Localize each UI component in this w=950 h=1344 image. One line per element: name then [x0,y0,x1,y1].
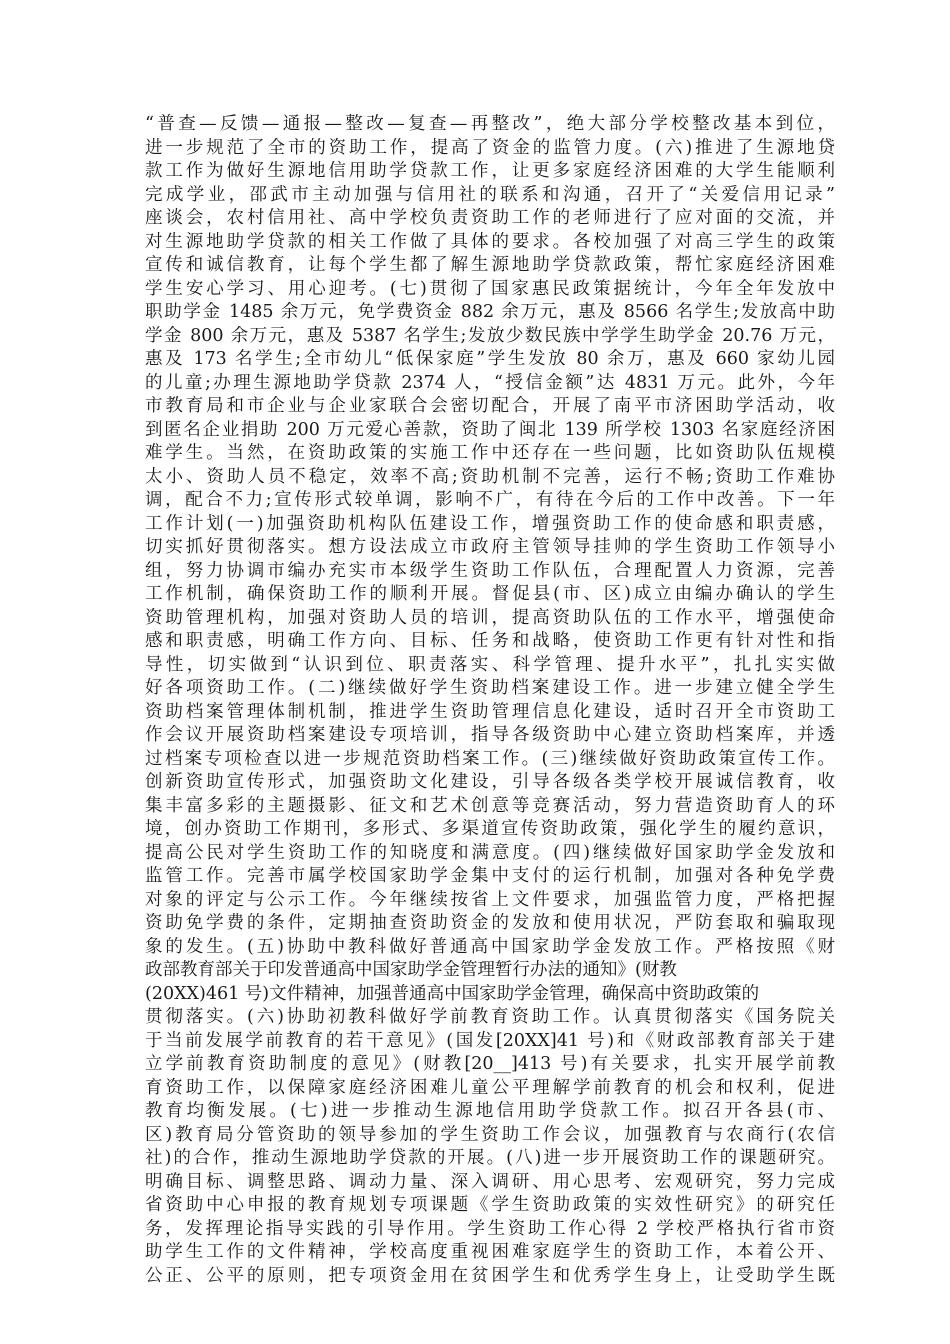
text-line: 教育均衡发展。(七)进一步推动生源地信用助学贷款工作。拟召开各县(市、 [145,1101,835,1121]
text-line: 宣传和诚信教育，让每个学生都了解生源地助学贷款政策，帮忙家庭经济困难 [145,255,835,275]
text-line: 款工作为做好生源地信用助学贷款工作，让更多家庭经济困难的大学生能顺利 [145,161,835,181]
text-line: 象的发生。(五)协助中教科做好普通高中国家助学金发放工作。严格按照《财 [145,936,835,957]
text-line: 助学生工作的文件精神，学校高度重视困难家庭学生的资助工作，本着公开、 [145,1242,835,1262]
text-line: 切实抓好贯彻落实。想方设法成立市政府主管领导挂帅的学生资助工作领导小 [145,537,835,557]
text-line: 区)教育局分管资助的领导参加的学生资助工作会议，加强教育与农商行(农信 [145,1124,835,1145]
text-line: 导性，切实做到“认识到位、职责落实、科学管理、提升水平”，扎扎实实做 [145,654,835,675]
text-line: 过档案专项检查以进一步规范资助档案工作。(三)继续做好资助政策宣传工作。 [145,748,835,769]
text-line: 省资助中心申报的教育规划专项课题《学生资助政策的实效性研究》的研究任 [145,1195,835,1215]
text-line: (20XX)461 号)文件精神，加强普通高中国家助学金管理，确保高中资助政策的 [145,983,760,1004]
text-line: 进一步规范了全市的资助工作，提高了资金的监管力度。(六)推进了生源地贷 [145,137,835,158]
text-line: 惠及 173 名学生;全市幼儿“低保家庭”学生发放 80 余万，惠及 660 家幼儿园 [145,349,835,369]
text-line: 太小、资助人员不稳定，效率不高;资助机制不完善，运行不畅;资助工作难协 [145,466,835,487]
text-line: 资助免学费的条件，定期抽查资助资金的发放和使用状况，严防套取和骗取现 [145,913,835,933]
text-line: 资助档案管理体制机制，推进学生资助管理信息化建设，适时召开全市资助工 [145,701,835,722]
text-line: 贯彻落实。(六)协助初教科做好学前教育资助工作。认真贯彻落实《国务院关 [145,1007,835,1027]
text-line: 完成学业，邵武市主动加强与信用社的联系和沟通，召开了“关爱信用记录” [145,184,835,205]
text-line: 政部教育部关于印发普通高中国家助学金管理暂行办法的通知》(财教 [145,960,677,980]
text-line: 到匿名企业捐助 200 万元爱心善款，资助了闽北 139 所学校 1303 名家庭经济困 [145,419,835,440]
text-line: 对生源地助学贷款的相关工作做了具体的要求。各校加强了对高三学生的政策 [145,231,835,252]
text-line: 资助管理机构，加强对资助人员的培训，提高资助队伍的工作水平，增强使命 [145,607,835,628]
text-line: 立学前教育资助制度的意见》(财教[20__]413 号)有关要求，扎实开展学前教 [145,1054,835,1074]
text-line: 难学生。当然，在资助政策的实施工作中还存在一些问题，比如资助队伍规模 [145,443,835,463]
text-line: 于当前发展学前教育的若干意见》(国发[20XX]41 号)和《财政部教育部关于建 [145,1030,835,1051]
text-line: 组，努力协调市编办充实市本级学生资助工作队伍，合理配置人力资源，完善 [145,560,835,581]
text-line: 感和职责感，明确工作方向、目标、任务和战略，使资助工作更有针对性和指 [145,631,835,651]
text-line: 座谈会，农村信用社、高中学校负责资助工作的老师进行了应对面的交流，并 [145,208,835,228]
text-line: 工作计划(一)加强资助机构队伍建设工作，增强资助工作的使命感和职责感， [145,513,835,534]
text-line: 职助学金 1485 余万元，免学费资金 882 余万元，惠及 8566 名学生;发放高中助 [145,302,835,322]
text-line: 创新资助宣传形式，加强资助文化建设，引导各级各类学校开展诚信教育，收 [145,772,835,792]
text-line: 学金 800 余万元，惠及 5387 名学生;发放少数民族中学学生助学金 20.76 万元， [145,325,835,346]
text-line: 务，发挥理论指导实践的引导作用。学生资助工作心得 2 学校严格执行省市资 [145,1218,835,1239]
text-line: 的儿童;办理生源地助学贷款 2374 人，“授信金额”达 4831 万元。此外，今年 [145,372,835,393]
text-line: 公正、公平的原则，把专项资金用在贫困学生和优秀学生身上，让受助学生既 [145,1265,835,1286]
body-text [145,113,835,1288]
text-line: 学生安心学习、用心迎考。(七)贯彻了国家惠民政策据统计，今年全年发放中 [145,278,835,299]
text-line: 对象的评定与公示工作。今年继续按省上文件要求，加强监管力度，严格把握 [145,889,835,910]
text-line: 作会议开展资助档案建设专项培训，指导各级资助中心建立资助档案库，并透 [145,725,835,745]
text-line: “普查—反馈—通报—整改—复查—再整改”，绝大部分学校整改基本到位， [145,114,835,134]
text-line: 明确目标、调整思路、调动力量、深入调研、用心思考、宏观研究，努力完成 [145,1171,835,1192]
text-line: 提高公民对学生资助工作的知晓度和满意度。(四)继续做好国家助学金发放和 [145,842,835,863]
text-line: 社)的合作，推动生源地助学贷款的开展。(八)进一步开展资助工作的课题研究。 [145,1148,835,1168]
text-line: 境，创办资助工作期刊，多形式、多渠道宣传资助政策，强化学生的履约意识， [145,819,835,839]
text-line: 调，配合不力;宣传形式较单调，影响不广，有待在今后的工作中改善。下一年 [145,490,835,510]
text-line: 市教育局和市企业与企业家联合会密切配合，开展了南平市济困助学活动，收 [145,396,835,416]
text-line: 好各项资助工作。(二)继续做好学生资助档案建设工作。进一步建立健全学生 [145,678,835,698]
text-line: 工作机制，确保资助工作的顺利开展。督促县(市、区)成立由编办确认的学生 [145,584,835,604]
text-line: 监管工作。完善市属学校国家助学金集中支付的运行机制，加强对各种免学费 [145,866,835,886]
text-line: 集丰富多彩的主题摄影、征文和艺术创意等竞赛活动，努力营造资助育人的环 [145,795,835,816]
text-line: 育资助工作，以保障家庭经济困难儿童公平理解学前教育的机会和权利，促进 [145,1077,835,1098]
